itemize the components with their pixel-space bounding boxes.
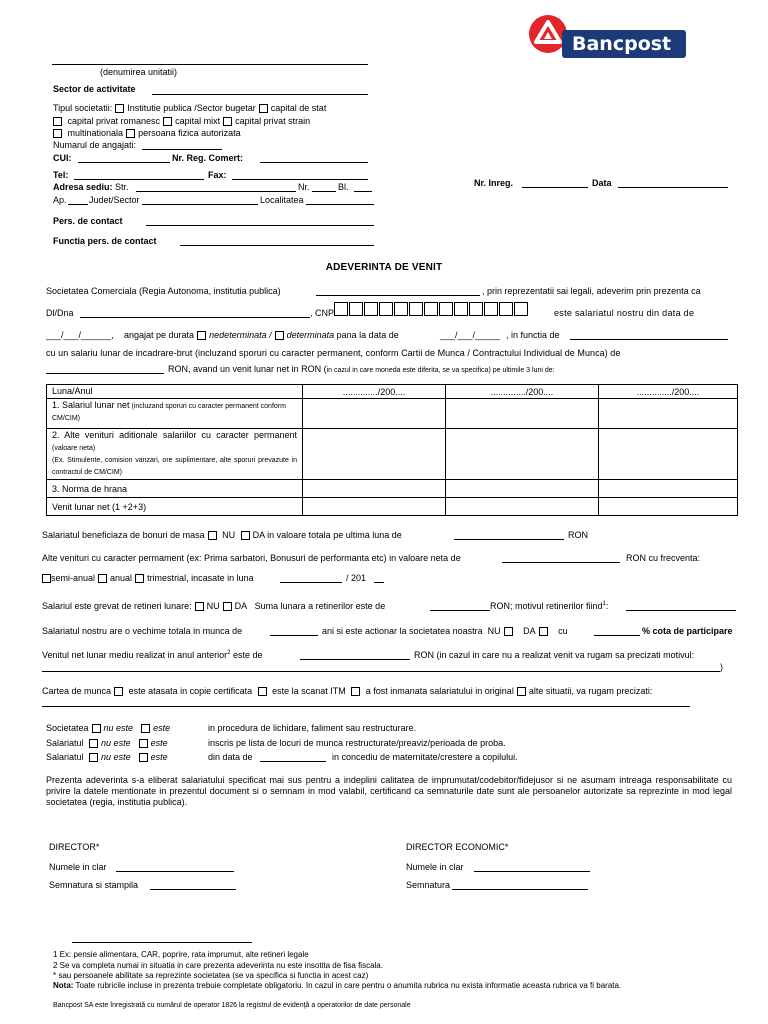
unit-name-caption: (denumirea unitatii) xyxy=(100,67,178,77)
table-row xyxy=(47,399,738,429)
company-type-public: Institutie publica /Sector bugetar xyxy=(127,103,256,113)
avg-text-a: Venitul net lunar mediu realizat in anul anterior xyxy=(42,650,228,660)
meal-row xyxy=(42,530,402,540)
checkbox-workbook-itm[interactable] xyxy=(258,687,267,696)
company-type-multinational: multinationala xyxy=(67,128,124,138)
retention-amount-field[interactable] xyxy=(430,610,490,611)
contract-end-date[interactable]: ___/___/_____ xyxy=(440,330,501,340)
unit-name-line[interactable] xyxy=(52,64,368,65)
workbook-other: alte situatii, va rugam precizati: xyxy=(528,686,653,696)
document-title: ADEVERINTA DE VENIT xyxy=(325,262,443,273)
table-row xyxy=(47,429,738,480)
p3-determined: determinata xyxy=(286,330,335,340)
p2-text-a: Dl/Dna xyxy=(46,308,74,318)
workbook-copy: este atasata in copie certificata xyxy=(128,686,253,696)
checkbox-pfa[interactable] xyxy=(126,129,135,138)
econ-sign-label: Semnatura xyxy=(406,880,451,890)
checkbox-private-ro[interactable] xyxy=(53,117,62,126)
value-cell[interactable] xyxy=(303,429,446,480)
avg-reason-field[interactable] xyxy=(42,671,720,672)
checkbox-foreign[interactable] xyxy=(223,117,232,126)
fax-field[interactable] xyxy=(232,179,368,180)
checkbox-status-2-is[interactable] xyxy=(139,739,148,748)
status-not: nu este xyxy=(101,738,131,748)
table-row xyxy=(47,480,738,498)
p5-text-a: RON, avand un venit lunar net in RON ( xyxy=(168,364,327,374)
table-header-row xyxy=(47,385,738,399)
ap-label: Ap. xyxy=(53,195,67,205)
checkbox-meal-no[interactable] xyxy=(208,531,217,540)
meal-ron: RON xyxy=(568,530,588,540)
econ-director-label: DIRECTOR ECONOMIC* xyxy=(406,842,509,852)
retention-amount-text: Suma lunara a retinerilor este de xyxy=(254,601,386,611)
other-income-text-b: RON cu frecventa: xyxy=(626,553,701,563)
company-type-state: capital de stat xyxy=(270,103,327,113)
frequency-row xyxy=(42,573,254,583)
period-2: ............../200.... xyxy=(490,386,554,397)
frequency-year: / 201 xyxy=(346,573,367,583)
p4-text: cu un salariu lunar de incadrare-brut (incluzand sporuri cu caracter permanent, conform Cartii de Munca / Contractului Individual de Munca) de xyxy=(46,348,621,358)
p1-text-a: Societatea Comerciala (Regia Autonoma, institutia publica) xyxy=(46,286,281,296)
econ-sign-field[interactable] xyxy=(452,889,588,890)
row-label-cell xyxy=(47,399,303,429)
seniority-row-b xyxy=(322,626,568,636)
status-subject: Salariatul xyxy=(46,738,84,748)
seniority-text-b: ani si este actionar la societatea noastra xyxy=(322,626,483,636)
value-cell[interactable] xyxy=(599,498,738,516)
row-2-note: (valoare neta) xyxy=(52,445,96,452)
employee-name-field[interactable] xyxy=(80,317,310,318)
checkbox-status-2-not[interactable] xyxy=(89,739,98,748)
contact-label: Pers. de contact xyxy=(53,216,123,226)
employees-label: Numarul de angajati: xyxy=(53,140,137,150)
other-income-field[interactable] xyxy=(502,562,620,563)
status-row-1 xyxy=(46,723,170,733)
employment-start-date[interactable]: ___/___/______, xyxy=(46,330,114,340)
checkbox-mixed[interactable] xyxy=(163,117,172,126)
period-3: ............../200.... xyxy=(636,386,700,397)
avg-income-field[interactable] xyxy=(300,659,410,660)
checkbox-meal-yes[interactable] xyxy=(241,531,250,540)
avg-end: ) xyxy=(720,662,723,672)
bl-label: Bl. xyxy=(338,182,349,192)
meal-yes: DA in valoare totala pe ultima luna de xyxy=(252,530,402,540)
status-subject: Salariatul xyxy=(46,752,84,762)
status-row-2 xyxy=(46,738,168,748)
checkbox-quarterly[interactable] xyxy=(135,574,144,583)
workbook-itm: este la scanat ITM xyxy=(272,686,346,696)
period-1: ............../200.... xyxy=(342,386,406,397)
month-label: Luna/Anul xyxy=(52,386,93,396)
frequency-month-field[interactable] xyxy=(280,582,342,583)
status-row-3 xyxy=(46,752,168,762)
retention-reason-text: RON; motivul retinerilor fiind xyxy=(490,601,603,611)
checkbox-public[interactable] xyxy=(115,104,124,113)
status-text-3: din data de xyxy=(208,752,253,762)
logo-wordmark: Bancpost xyxy=(572,33,672,55)
status-text-2: inscris pe lista de locuri de munca restructurate/preaviz/perioada de proba. xyxy=(208,738,506,748)
share-percent-label: % cota de participare xyxy=(642,626,733,636)
frequency-year-field[interactable] xyxy=(374,582,384,583)
company-type-foreign: capital privat strain xyxy=(235,116,311,126)
director-label: DIRECTOR* xyxy=(49,842,100,852)
statement: Prezenta adeverinta s-a eliberat salariatului specificat mai sus pentru a indeplini calitatea de imprumutat/codebitor/fidejusor si ne asumam intreaga responsabilitate cu privire la datele mentionate in prezentul document si o semnam in mod valabil, certificand ca semnaturile date sunt ale persoanelor autorizate sa reprezinte in mod legal societatea (regia, institutia publica). xyxy=(46,775,732,807)
footnote-1: 1 Ex: pensie alimentara, CAR, poprire, rata imprumut, alte retineri legale xyxy=(53,950,309,959)
reg-comert-label: Nr. Reg. Comert: xyxy=(172,153,244,163)
retention-row xyxy=(42,601,385,611)
freq-annual: anual xyxy=(110,573,133,583)
seniority-field[interactable] xyxy=(270,635,318,636)
p3-text-b: pana la data de xyxy=(336,330,399,340)
legal-note: Bancpost SA este înregistrată cu numărul de operator 1826 la registrul de evidenţă a operatorilor de date personale xyxy=(53,1002,411,1009)
company-type-private-ro: capital privat romanesc xyxy=(67,116,161,126)
footnote-note xyxy=(53,981,621,990)
checkbox-retention-yes[interactable] xyxy=(223,602,232,611)
workbook-other-field[interactable] xyxy=(42,706,690,707)
seniority-with: cu xyxy=(558,626,568,636)
status-is: este xyxy=(150,738,168,748)
retention-reason-field[interactable] xyxy=(626,610,736,611)
other-income-text: Alte venituri cu caracter permament (ex: Prima sarbatori, Bonusuri de performanta etc) in valoare neta de xyxy=(42,553,461,563)
checkbox-multinational[interactable] xyxy=(53,129,62,138)
contact-function-field[interactable] xyxy=(180,245,374,246)
value-cell[interactable] xyxy=(599,429,738,480)
status-is: este xyxy=(150,752,168,762)
avg-text-b: este de xyxy=(232,650,263,660)
company-type-pfa: persoana fizica autorizata xyxy=(138,128,241,138)
employees-field[interactable] xyxy=(142,149,222,150)
tel-label: Tel: xyxy=(53,170,69,180)
econ-name-field[interactable] xyxy=(474,871,590,872)
checkbox-status-1-not[interactable] xyxy=(92,724,101,733)
director-sign-label: Semnatura si stampila xyxy=(49,880,139,890)
meal-value-field[interactable] xyxy=(454,539,564,540)
director-name-label: Numele in clar xyxy=(49,862,107,872)
p3-text-a: angajat pe durata xyxy=(124,330,195,340)
retention-no: NU xyxy=(206,601,220,611)
retention-yes: DA xyxy=(234,601,248,611)
company-type-row-2 xyxy=(53,116,310,126)
row-3-main: 3. Norma de hrana xyxy=(52,483,128,494)
footnote-3: * sau persoanele abilitate sa reprezinte societatea (se va specifica si functia in acest caz) xyxy=(53,971,369,980)
bl-field[interactable] xyxy=(354,191,372,192)
share-percent-field[interactable] xyxy=(594,635,640,636)
period-cell-1[interactable] xyxy=(303,385,446,399)
checkbox-status-3-is[interactable] xyxy=(139,753,148,762)
checkbox-workbook-other[interactable] xyxy=(517,687,526,696)
checkbox-shareholder-no[interactable] xyxy=(504,627,513,636)
value-cell[interactable] xyxy=(446,498,599,516)
checkbox-status-3-not[interactable] xyxy=(89,753,98,762)
company-type-row-1 xyxy=(53,103,326,113)
status-subject: Societatea xyxy=(46,723,89,733)
meal-text: Salariatul beneficiaza de bonuri de masa xyxy=(42,530,205,540)
address-label: Adresa sediu: xyxy=(53,182,113,192)
value-cell[interactable] xyxy=(446,399,599,429)
income-table xyxy=(46,384,738,516)
company-type-mixed: capital mixt xyxy=(175,116,221,126)
row-4-main: Venit lunar net (1 +2+3) xyxy=(52,501,147,512)
table-row xyxy=(47,498,738,516)
ap-field[interactable] xyxy=(68,204,88,205)
nr-label: Nr. xyxy=(298,182,310,192)
reg-no-label: Nr. Inreg. xyxy=(474,178,514,188)
sector-field[interactable] xyxy=(152,94,368,95)
contact-field[interactable] xyxy=(146,225,374,226)
p2-text-c: este salariatul nostru din data de xyxy=(554,308,695,318)
avg-text-c: RON (in cazul in care nu a realizat venit va rugam sa precizati motivul: xyxy=(414,650,695,660)
status-is: este xyxy=(153,723,171,733)
value-cell[interactable] xyxy=(599,480,738,498)
street-label: Str. xyxy=(115,182,129,192)
reg-comert-field[interactable] xyxy=(260,162,368,163)
p1-text-b: , prin reprezentatii sai legali, adeverim prin prezenta ca xyxy=(482,286,701,296)
row-2-main: 2. Alte venituri aditionale salariilor cu caracter permanent xyxy=(52,430,297,440)
company-type-label: Tipul societatii: xyxy=(53,103,113,113)
note-text: Toate rubricile incluse in prezenta trebuie completate obligatoriu. In cazul in care pentru o anumita rubrica nu exista informatie aceasta rubrica va fi barata. xyxy=(73,981,622,990)
director-name-field[interactable] xyxy=(116,871,234,872)
nr-field[interactable] xyxy=(312,191,336,192)
bancpost-logo xyxy=(528,14,686,60)
p5-text-b: in cazul in care moneda este diferita, se va specifica) pe ultimile 3 luni de: xyxy=(326,367,555,374)
status-text-1: in procedura de lichidare, faliment sau restructurare. xyxy=(208,723,417,733)
checkbox-annual[interactable] xyxy=(98,574,107,583)
address-row xyxy=(53,182,129,192)
company-type-row-3 xyxy=(53,128,241,138)
value-cell[interactable] xyxy=(446,429,599,480)
month-label-cell xyxy=(47,385,303,399)
footnote-2: 2 Se va completa numai in situatia in care prezenta adeverinta nu este insotita de fisa fiscala. xyxy=(53,961,383,970)
status-not: nu este xyxy=(101,752,131,762)
row-label-cell xyxy=(47,429,303,480)
econ-name-label: Numele in clar xyxy=(406,862,464,872)
seniority-text-a: Salariatul nostru are o vechime totala in munca de xyxy=(42,626,243,636)
cui-field[interactable] xyxy=(78,162,170,163)
street-field[interactable] xyxy=(136,191,296,192)
sector-label: Sector de activitate xyxy=(53,84,136,94)
period-cell-2[interactable] xyxy=(446,385,599,399)
maternity-date-field[interactable] xyxy=(260,761,326,762)
retention-text: Salariul este grevat de retineri lunare: xyxy=(42,601,192,611)
p3-text-c: , in functia de xyxy=(506,330,560,340)
city-field[interactable] xyxy=(306,204,374,205)
p5-row xyxy=(168,364,555,374)
p2-text-b: , CNP xyxy=(310,308,335,318)
county-field[interactable] xyxy=(142,204,258,205)
logo-wordmark-box xyxy=(562,30,686,58)
reg-no-field[interactable] xyxy=(522,187,588,188)
gross-salary-field[interactable] xyxy=(46,373,164,374)
value-cell[interactable] xyxy=(303,399,446,429)
fax-label: Fax: xyxy=(208,170,227,180)
county-label: Judet/Sector xyxy=(89,195,140,205)
p3-undetermined: nedeterminata / xyxy=(209,330,272,340)
tel-field[interactable] xyxy=(74,179,204,180)
note-label: Nota: xyxy=(53,981,74,990)
row-label-cell xyxy=(47,498,303,516)
p3-row xyxy=(124,330,399,340)
company-name-field[interactable] xyxy=(316,295,480,296)
row-1-note: (incluzand sporuri cu caracter permanent conform CM/CIM) xyxy=(52,403,286,422)
checkbox-state[interactable] xyxy=(259,104,268,113)
retention-reason-row: RON; motivul retinerilor fiind$^1$: xyxy=(490,601,609,611)
workbook-row xyxy=(42,686,652,696)
job-function-field[interactable] xyxy=(570,339,728,340)
freq-semiannual: semi-anual xyxy=(51,573,96,583)
row-1-main: 1. Salariul lunar net xyxy=(52,400,130,410)
city-label: Localitatea xyxy=(260,195,304,205)
contact-function-label: Functia pers. de contact xyxy=(53,236,157,246)
cnp-boxes[interactable] xyxy=(334,302,529,316)
avg-row: Venitul net lunar mediu realizat in anul anterior$^2$ este de xyxy=(42,650,263,660)
workbook-text: Cartea de munca xyxy=(42,686,112,696)
value-cell[interactable] xyxy=(303,498,446,516)
date-field[interactable] xyxy=(618,187,728,188)
seniority-yes: DA xyxy=(523,626,536,636)
value-cell[interactable] xyxy=(446,480,599,498)
status-not: nu este xyxy=(103,723,134,733)
value-cell[interactable] xyxy=(303,480,446,498)
checkbox-undetermined[interactable] xyxy=(197,331,206,340)
seniority-no: NU xyxy=(487,626,501,636)
meal-no: NU xyxy=(222,530,236,540)
footnote-separator xyxy=(72,942,252,943)
date-label: Data xyxy=(592,178,612,188)
row-2-note2: (Ex. Stimulente, comision vanzari, ore suplimentare, alte sporuri prevazute in contractul de CM/CIM) xyxy=(52,457,297,476)
cui-label: CUI: xyxy=(53,153,72,163)
status-text-3b: in concediu de maternitate/crestere a copilului. xyxy=(332,752,518,762)
period-cell-3[interactable] xyxy=(599,385,738,399)
checkbox-retention-no[interactable] xyxy=(195,602,204,611)
checkbox-shareholder-yes[interactable] xyxy=(539,627,548,636)
checkbox-semiannual[interactable] xyxy=(42,574,51,583)
value-cell[interactable] xyxy=(599,399,738,429)
workbook-original: a fost inmanata salariatului in original xyxy=(365,686,514,696)
director-sign-field[interactable] xyxy=(150,889,236,890)
checkbox-determined[interactable] xyxy=(275,331,284,340)
checkbox-workbook-original[interactable] xyxy=(351,687,360,696)
row-label-cell xyxy=(47,480,303,498)
checkbox-workbook-copy[interactable] xyxy=(114,687,123,696)
checkbox-status-1-is[interactable] xyxy=(141,724,150,733)
freq-quarterly: trimestrial, incasate in luna xyxy=(147,573,254,583)
